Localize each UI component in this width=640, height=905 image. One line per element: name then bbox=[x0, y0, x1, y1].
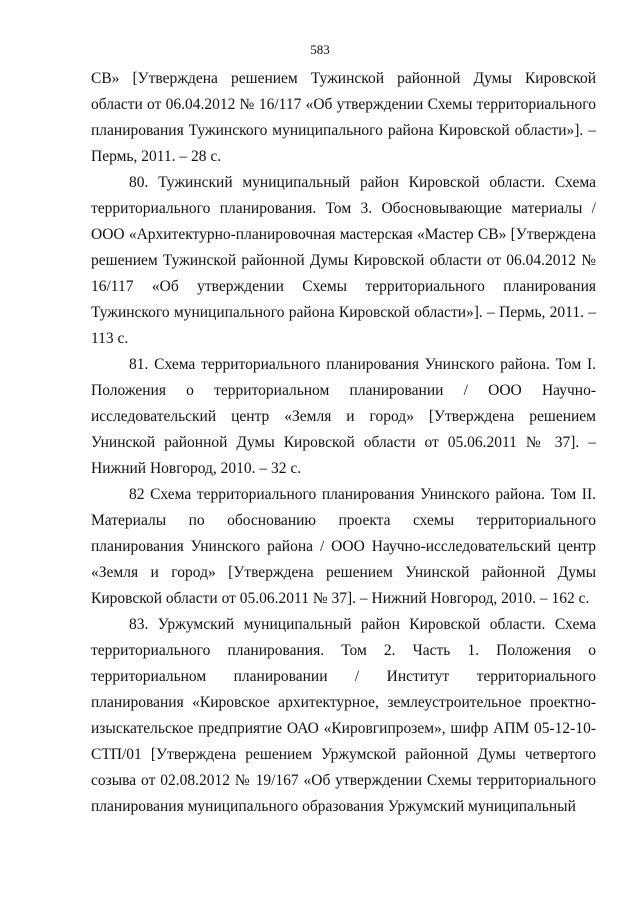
reference-item-80: 80. Тужинский муниципальный район Кировской области. Схема территориального планирования. Том 3. Обосновывающие материалы / ООО «Архитектурно-планировочная мастерская «Мастер СВ» [Утверждена решением Тужинской районной Думы Кировской области от 06.04.2012 № 16/117 «Об утверждении Схемы территориального планирования Тужинского муниципального района Кировской области»]. – Пермь, 2011. – 113 с. bbox=[91, 174, 596, 347]
reference-continuation: СВ» [Утверждена решением Тужинской районной Думы Кировской области от 06.04.2012 № 16/117 «Об утверждении Схемы территориального планирования Тужинского муниципального района Кировской области»]. – Пермь, 2011. – 28 с. bbox=[91, 70, 596, 165]
bibliography-text bbox=[91, 66, 596, 820]
reference-item-81: 81. Схема территориального планирования Унинского района. Том I. Положения о территориальном планировании / ООО Научно-исследовательский центр «Земля и город» [Утверждена решением Унинской районной Думы Кировской области от 05.06.2011 № 37]. – Нижний Новгород, 2010. – 32 с. bbox=[91, 356, 596, 477]
page-number: 583 bbox=[310, 42, 330, 57]
reference-item-82: 82 Схема территориального планирования Унинского района. Том II. Материалы по обоснованию проекта схемы территориального планирования Унинского района / ООО Научно-исследовательский центр «Земля и город» [Утверждена решением Унинской районной Думы Кировской области от 05.06.2011 № 37]. – Нижний Новгород, 2010. – 162 с. bbox=[91, 486, 596, 607]
reference-item-83: 83. Уржумский муниципальный район Кировской области. Схема территориального планирования. Том 2. Часть 1. Положения о территориальном планировании / Институт территориального планирования «Кировское архитектурное, землеустроительное проектно-изыскательское предприятие ОАО «Кировгипрозем», шифр АПМ 05-12-10-СТП/01 [Утверждена решением Уржумской районной Думы четвертого созыва от 02.08.2012 № 19/167 «Об утверждении Схемы территориального планирования муниципального образования Уржумский муниципальный bbox=[91, 616, 596, 815]
